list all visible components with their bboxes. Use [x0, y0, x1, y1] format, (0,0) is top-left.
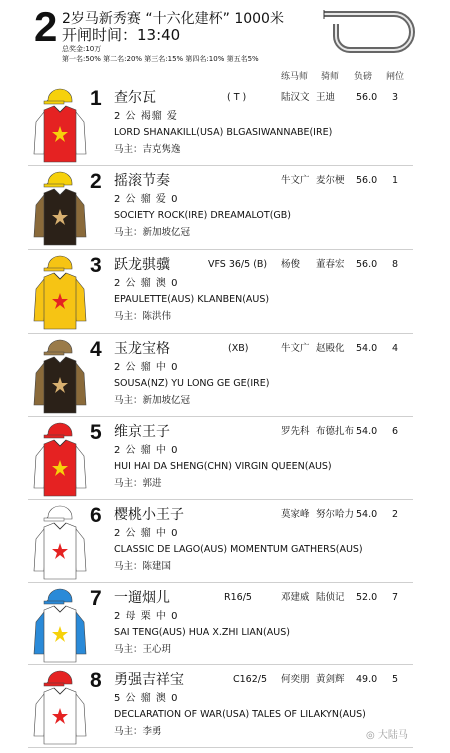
jockey-name: 董春宏 — [316, 259, 345, 270]
column-header-trainer: 练马师 — [281, 72, 309, 82]
entry-row — [28, 169, 413, 250]
entry-row — [28, 668, 413, 748]
trainer-name: 牛文广 — [281, 175, 310, 186]
horse-number: 6 — [90, 504, 102, 527]
entry-row — [28, 586, 413, 665]
watermark: ◎ 大陆马 — [366, 730, 408, 741]
jockey-name: 赵殿化 — [316, 343, 345, 354]
column-header-weight: 负磅 — [354, 72, 373, 82]
horse-owner: 马主：郭进 — [114, 478, 162, 489]
horse-info: 2 公 骝 中 0 — [114, 528, 179, 539]
jockey-name: 努尔哈力 — [316, 509, 355, 520]
race-start-time: 开闸时间：13:40 — [62, 26, 181, 44]
barrier-draw: 6 — [392, 426, 399, 437]
horse-pedigree: HUI HAI DA SHENG(CHN) VIRGIN QUEEN(AUS) — [114, 461, 332, 472]
horse-pedigree: SOCIETY ROCK(IRE) DREAMALOT(GB) — [114, 210, 291, 221]
jockey-silks-icon — [32, 337, 88, 415]
barrier-draw: 8 — [392, 259, 399, 270]
watermark-logo-icon: ◎ — [366, 730, 378, 741]
jockey-silks-icon — [32, 169, 88, 247]
carried-weight: 56.0 — [356, 92, 378, 103]
horse-info: 2 公 骝 澳 0 — [114, 278, 179, 289]
horse-owner: 马主：新加坡亿冠 — [114, 395, 191, 406]
carried-weight: 56.0 — [356, 175, 378, 186]
horse-info: 2 公 骝 爱 0 — [114, 194, 179, 205]
column-header-jockey: 骑师 — [321, 72, 340, 82]
barrier-draw: 5 — [392, 674, 399, 685]
jockey-name: 黄剑辉 — [316, 674, 345, 685]
horse-name: 跃龙骐骥 — [114, 257, 170, 273]
barrier-draw: 7 — [392, 592, 399, 603]
carried-weight: 52.0 — [356, 592, 378, 603]
gear-mark: (XB) — [228, 343, 249, 354]
carried-weight: 56.0 — [356, 259, 378, 270]
trainer-name: 罗先科 — [281, 426, 310, 437]
prize-distribution: 第一名:50% 第二名:20% 第三名:15% 第四名:10% 第五名5% — [62, 55, 259, 63]
trainer-name: 杨俊 — [281, 259, 301, 270]
entry-row — [28, 253, 413, 334]
jockey-silks-icon — [32, 586, 88, 664]
horse-info: 2 公 骝 中 0 — [114, 445, 179, 456]
horse-owner: 马主：王心玥 — [114, 644, 172, 655]
barrier-draw: 4 — [392, 343, 399, 354]
horse-name: 摇滚节奏 — [114, 173, 170, 189]
horse-pedigree: DECLARATION OF WAR(USA) TALES OF LILAKYN(AUS) — [114, 709, 366, 720]
race-number: 2 — [34, 3, 58, 50]
carried-weight: 54.0 — [356, 426, 378, 437]
gear-mark: C162/5 — [233, 674, 268, 685]
gear-mark: VFS 36/5 (B) — [208, 259, 268, 270]
horse-name: 玉龙宝格 — [114, 341, 170, 357]
horse-owner: 马主：陈建国 — [114, 561, 172, 572]
horse-name: 查尔瓦 — [114, 90, 156, 106]
entry-row — [28, 337, 413, 417]
horse-number: 2 — [90, 170, 102, 193]
horse-pedigree: EPAULETTE(AUS) KLANBEN(AUS) — [114, 294, 270, 305]
jockey-silks-icon — [32, 86, 88, 164]
horse-info: 2 母 栗 中 0 — [114, 611, 179, 622]
entry-row — [28, 503, 413, 583]
horse-name: 樱桃小王子 — [114, 507, 184, 523]
race-prize: 总奖金:10万 — [62, 45, 102, 53]
horse-number: 7 — [90, 587, 102, 610]
horse-info: 2 公 褐骝 爱 — [114, 111, 178, 122]
horse-name: 勇强吉祥宝 — [114, 672, 184, 688]
race-header — [0, 0, 450, 66]
horse-pedigree: LORD SHANAKILL(USA) BLGASIWANNABE(IRE) — [114, 127, 333, 138]
entry-row — [28, 420, 413, 500]
gear-mark: R16/5 — [224, 592, 252, 603]
horse-number: 3 — [90, 254, 102, 277]
jockey-silks-icon — [32, 503, 88, 581]
horse-info: 2 公 骝 中 0 — [114, 362, 179, 373]
jockey-name: 陆侦记 — [316, 592, 345, 603]
trainer-name: 陆汉文 — [281, 92, 310, 103]
jockey-silks-icon — [32, 420, 88, 498]
horse-owner: 马主：陈洪伟 — [114, 311, 172, 322]
barrier-draw: 1 — [392, 175, 399, 186]
horse-number: 5 — [90, 421, 102, 444]
horse-pedigree: CLASSIC DE LAGO(AUS) MOMENTUM GATHERS(AUS) — [114, 544, 363, 555]
carried-weight: 49.0 — [356, 674, 378, 685]
jockey-name: 布德扎布 — [316, 426, 355, 437]
entry-row — [28, 86, 413, 166]
carried-weight: 54.0 — [356, 509, 378, 520]
barrier-draw: 2 — [392, 509, 399, 520]
horse-pedigree: SOUSA(NZ) YU LONG GE GE(IRE) — [114, 378, 270, 389]
carried-weight: 54.0 — [356, 343, 378, 354]
trainer-name: 莫家峰 — [281, 509, 310, 520]
trainer-name: 何奕朋 — [281, 674, 310, 685]
jockey-silks-icon — [32, 253, 88, 331]
column-header-draw: 闸位 — [386, 72, 405, 82]
horse-pedigree: SAI TENG(AUS) HUA X.ZHI LIAN(AUS) — [114, 627, 290, 638]
barrier-draw: 3 — [392, 92, 399, 103]
horse-info: 5 公 骝 澳 0 — [114, 693, 179, 704]
horse-name: 一遛烟儿 — [114, 590, 170, 606]
race-title: 2岁马新秀赛 “十六化建杯” 1000米 — [62, 11, 284, 27]
horse-number: 1 — [90, 87, 102, 110]
trainer-name: 邓建威 — [281, 592, 310, 603]
horse-name: 维京王子 — [114, 424, 170, 440]
gear-mark: ( T ) — [227, 92, 247, 103]
jockey-silks-icon — [32, 668, 88, 746]
horse-number: 4 — [90, 338, 102, 361]
jockey-name: 王迪 — [316, 92, 336, 103]
jockey-name: 麦尔梗 — [316, 175, 345, 186]
horse-owner: 马主：新加坡亿冠 — [114, 227, 191, 238]
trainer-name: 牛文广 — [281, 343, 310, 354]
horse-owner: 马主：李勇 — [114, 726, 162, 737]
horse-number: 8 — [90, 669, 102, 692]
track-diagram-icon — [320, 10, 416, 54]
horse-owner: 马主：吉克隽逸 — [114, 144, 181, 155]
